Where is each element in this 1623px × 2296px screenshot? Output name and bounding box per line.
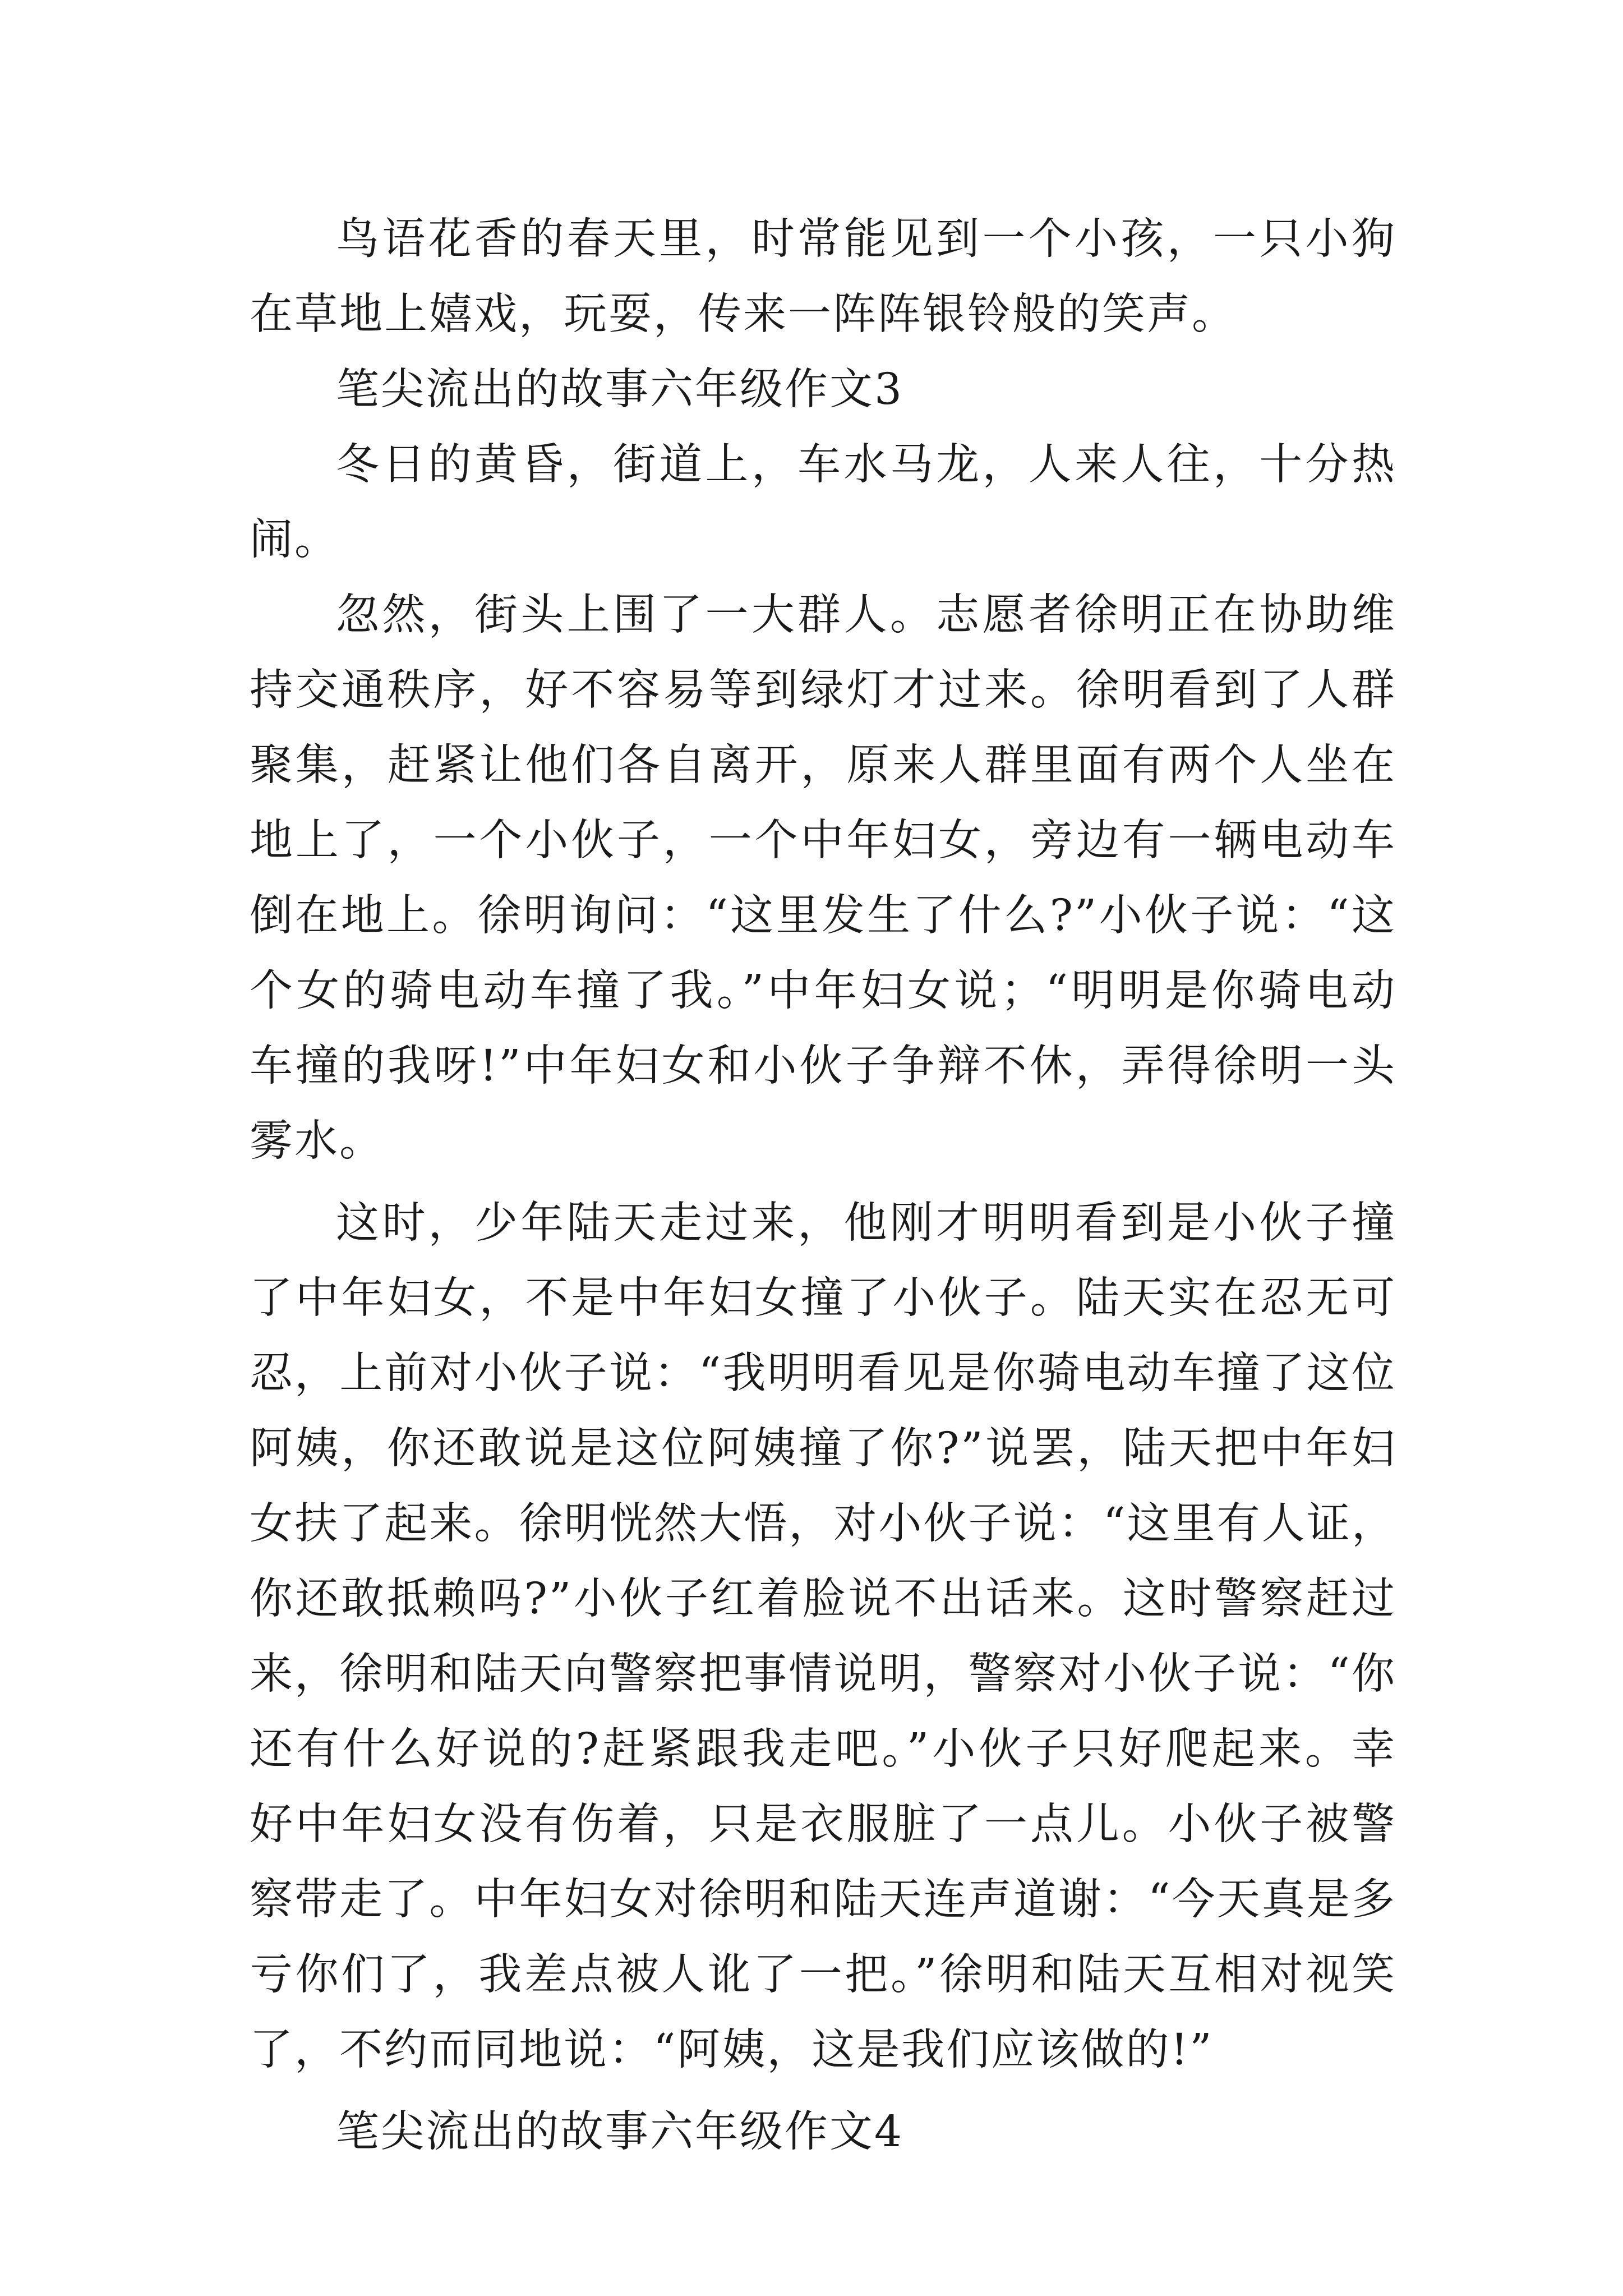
essay-heading-4: 笔尖流出的故事六年级作文4	[336, 2107, 903, 2157]
paragraph-lu-tian-witness: 这时，少年陆天走过来，他刚才明明看到是小伙子撞了中年妇女，不是中年妇女撞了小伙子。陆天实在忍无可忍，上前对小伙子说：“我明明看见是你骑电动车撞了这位阿姨，你还敢说是这位阿姨撞了你?”说罢，陆天把中年妇女扶了起来。徐明恍然大悟，对小伙子说：“这里有人证，你还敢抵赖吗?”小伙子红着脸说不出话来。这时警察赶过来，徐明和陆天向警察把事情说明，警察对小伙子说：“你还有什么好说的?赶紧跟我走吧。”小伙子只好爬起来。幸好中年妇女没有伤着，只是衣服脏了一点儿。小伙子被警察带走了。中年妇女对徐明和陆天连声道谢：“今天真是多亏你们了，我差点被人讹了一把。”徐明和陆天互相对视笑了，不约而同地说：“阿姨，这是我们应该做的!”	[250, 1198, 1396, 2075]
document-body	[250, 202, 1396, 2170]
essay-heading-3: 笔尖流出的故事六年级作文3	[336, 365, 903, 415]
paragraph-spring-scene: 鸟语花香的春天里，时常能见到一个小孩，一只小狗在草地上嬉戏，玩耍，传来一阵阵银铃般的笑声。	[250, 214, 1396, 339]
paragraph-crowd-incident: 忽然，街头上围了一大群人。志愿者徐明正在协助维持交通秩序，好不容易等到绿灯才过来。徐明看到了人群聚集，赶紧让他们各自离开，原来人群里面有两个人坐在地上了，一个小伙子，一个中年妇女，旁边有一辆电动车倒在地上。徐明询问：“这里发生了什么?”小伙子说：“这个女的骑电动车撞了我。”中年妇女说；“明明是你骑电动车撞的我呀!”中年妇女和小伙子争辩不休，弄得徐明一头雾水。	[250, 590, 1396, 1166]
paragraph-winter-street: 冬日的黄昏，街道上，车水马龙，人来人往，十分热闹。	[250, 440, 1396, 565]
